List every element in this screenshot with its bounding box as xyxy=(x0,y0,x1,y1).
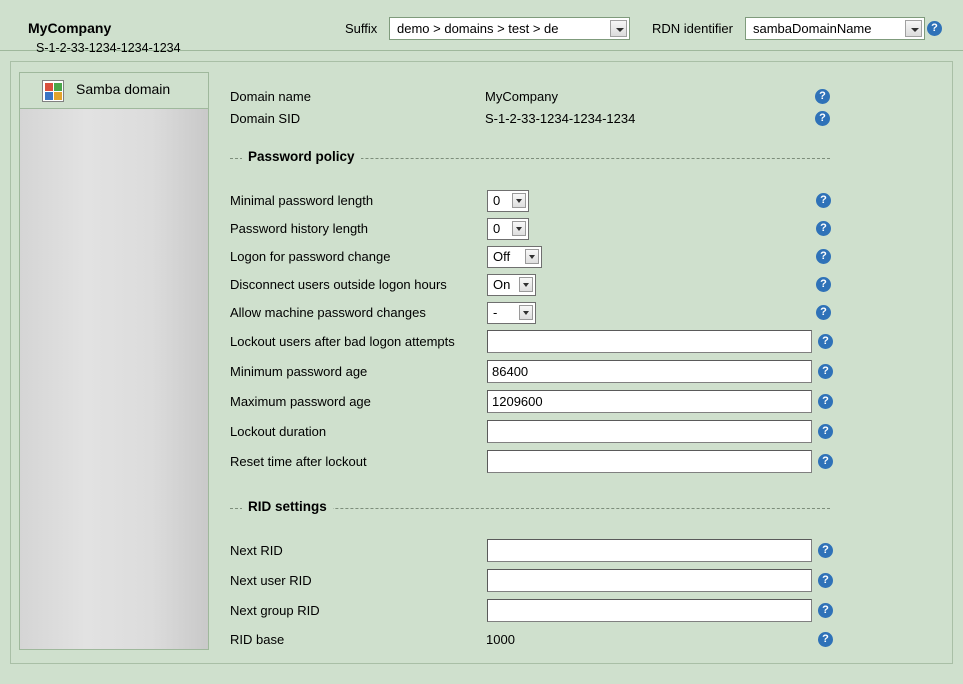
tab-panel-background xyxy=(19,108,209,650)
domain-sid-label: Domain SID xyxy=(230,111,301,126)
help-icon[interactable]: ? xyxy=(816,221,831,236)
minimal-password-length-label: Minimal password length xyxy=(230,193,374,208)
help-icon[interactable]: ? xyxy=(816,305,831,320)
section-password-policy xyxy=(230,149,830,167)
next-rid-input[interactable] xyxy=(487,539,812,562)
help-icon[interactable]: ? xyxy=(818,632,833,647)
help-icon[interactable]: ? xyxy=(818,603,833,618)
rdn-identifier-value: sambaDomainName xyxy=(753,21,872,36)
domain-form xyxy=(221,86,936,656)
section-password-policy-title: Password policy xyxy=(242,149,361,164)
next-rid-label: Next RID xyxy=(230,543,283,558)
chevron-down-icon[interactable] xyxy=(525,249,539,264)
help-icon[interactable]: ? xyxy=(815,111,830,126)
rid-base-label: RID base xyxy=(230,632,285,647)
help-icon[interactable]: ? xyxy=(818,424,833,439)
window-header xyxy=(0,0,963,55)
allow-machine-password-changes-select[interactable] xyxy=(487,302,536,324)
help-icon[interactable]: ? xyxy=(816,277,831,292)
section-rid-settings xyxy=(230,499,830,517)
domain-name-value: MyCompany xyxy=(485,89,558,104)
disconnect-users-label: Disconnect users outside logon hours xyxy=(230,277,447,292)
maximum-password-age-input[interactable] xyxy=(487,390,812,413)
password-history-length-label: Password history length xyxy=(230,221,369,236)
tab-column xyxy=(19,72,209,650)
password-history-length-value: 0 xyxy=(493,221,501,236)
tab-samba-domain-label: Samba domain xyxy=(76,81,171,97)
minimum-password-age-input[interactable] xyxy=(487,360,812,383)
minimal-password-length-select[interactable] xyxy=(487,190,529,212)
reset-time-label: Reset time after lockout xyxy=(230,454,367,469)
lockout-duration-input[interactable] xyxy=(487,420,812,443)
help-icon[interactable]: ? xyxy=(818,573,833,588)
logon-for-password-change-label: Logon for password change xyxy=(230,249,391,264)
chevron-down-icon[interactable] xyxy=(610,20,627,37)
chevron-down-icon[interactable] xyxy=(519,305,533,320)
next-group-rid-input[interactable] xyxy=(487,599,812,622)
help-icon[interactable]: ? xyxy=(818,394,833,409)
logon-for-password-change-select[interactable] xyxy=(487,246,542,268)
windows-logo-icon xyxy=(42,80,64,102)
disconnect-users-value: On xyxy=(493,277,511,292)
next-group-rid-label: Next group RID xyxy=(230,603,320,618)
maximum-password-age-label: Maximum password age xyxy=(230,394,371,409)
suffix-select[interactable] xyxy=(389,17,630,40)
minimum-password-age-label: Minimum password age xyxy=(230,364,368,379)
help-icon[interactable]: ? xyxy=(818,334,833,349)
page-title: MyCompany xyxy=(28,20,112,36)
help-icon[interactable]: ? xyxy=(927,21,942,36)
logon-for-password-change-value: Off xyxy=(493,249,511,264)
suffix-select-value: demo > domains > test > de xyxy=(397,21,559,36)
page-subtitle: S-1-2-33-1234-1234-1234 xyxy=(36,41,181,55)
content-area xyxy=(10,61,953,664)
help-icon[interactable]: ? xyxy=(816,249,831,264)
tab-samba-domain[interactable] xyxy=(19,72,209,108)
domain-name-label: Domain name xyxy=(230,89,311,104)
disconnect-users-select[interactable] xyxy=(487,274,536,296)
next-user-rid-label: Next user RID xyxy=(230,573,312,588)
help-icon[interactable]: ? xyxy=(818,543,833,558)
section-rid-settings-title: RID settings xyxy=(242,499,333,514)
lockout-users-label: Lockout users after bad logon attempts xyxy=(230,334,455,349)
reset-time-input[interactable] xyxy=(487,450,812,473)
domain-sid-value: S-1-2-33-1234-1234-1234 xyxy=(485,111,636,126)
lockout-users-input[interactable] xyxy=(487,330,812,353)
help-icon[interactable]: ? xyxy=(816,193,831,208)
help-icon[interactable]: ? xyxy=(818,454,833,469)
rid-base-value: 1000 xyxy=(486,632,515,647)
rdn-identifier-select[interactable] xyxy=(745,17,925,40)
rdn-identifier-label: RDN identifier xyxy=(652,21,733,36)
help-icon[interactable]: ? xyxy=(815,89,830,104)
chevron-down-icon[interactable] xyxy=(905,20,922,37)
help-icon[interactable]: ? xyxy=(818,364,833,379)
allow-machine-password-changes-value: - xyxy=(493,305,498,320)
password-history-length-select[interactable] xyxy=(487,218,529,240)
suffix-label: Suffix xyxy=(345,21,378,36)
chevron-down-icon[interactable] xyxy=(512,193,526,208)
next-user-rid-input[interactable] xyxy=(487,569,812,592)
lockout-duration-label: Lockout duration xyxy=(230,424,327,439)
allow-machine-password-changes-label: Allow machine password changes xyxy=(230,305,426,320)
chevron-down-icon[interactable] xyxy=(512,221,526,236)
minimal-password-length-value: 0 xyxy=(493,193,501,208)
chevron-down-icon[interactable] xyxy=(519,277,533,292)
